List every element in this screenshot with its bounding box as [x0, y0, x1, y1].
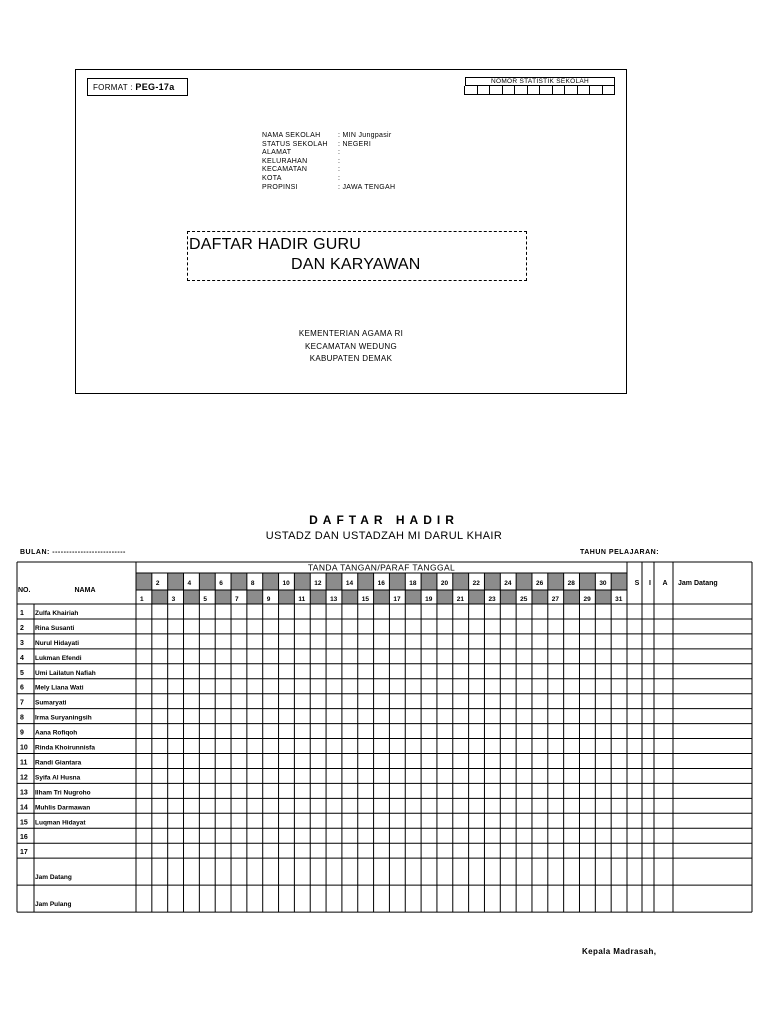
attendance-title: DAFTAR HADIR: [309, 513, 459, 527]
row-nama: Zulfa Khairiah: [35, 609, 79, 617]
header-no: NO.: [18, 587, 31, 594]
school-info-key: PROPINSI: [262, 183, 298, 191]
school-info-key: KECAMATAN: [262, 166, 308, 174]
row-number: 8: [20, 714, 24, 722]
day-number-even: 6: [219, 580, 223, 587]
shaded-day-cell: [310, 590, 326, 604]
day-number-even: 26: [535, 580, 544, 587]
shaded-day-cell: [500, 590, 516, 604]
school-info-value: : NEGERI: [338, 140, 372, 148]
bulan-label: BULAN: --------------------------: [20, 549, 126, 556]
shaded-day-cell: [532, 590, 548, 604]
shaded-day-cell: [564, 590, 580, 604]
row-number: 12: [20, 774, 28, 782]
day-number-even: 22: [472, 580, 480, 587]
row-number: 13: [20, 789, 28, 797]
shaded-day-cell: [358, 573, 374, 590]
day-number-even: 18: [409, 580, 417, 587]
day-number-odd: 31: [615, 596, 623, 603]
school-info-value: :: [338, 166, 341, 174]
day-number-odd: 25: [520, 596, 528, 603]
row-nama: Irma Suryaningsih: [35, 714, 92, 722]
day-number-odd: 7: [235, 596, 239, 603]
day-number-even: 20: [440, 580, 449, 587]
shaded-day-cell: [184, 590, 200, 604]
row-number: 14: [20, 804, 28, 812]
shaded-day-cell: [263, 573, 279, 590]
day-number-odd: 9: [266, 596, 271, 603]
header-i: I: [649, 580, 651, 587]
day-number-odd: 29: [583, 596, 591, 603]
row-nama: Luqman Hidayat: [35, 819, 86, 827]
day-number-odd: 1: [140, 596, 144, 603]
header-s: S: [634, 580, 640, 587]
header-nama: NAMA: [74, 587, 96, 594]
row-nama: Aana Rofiqoh: [35, 729, 78, 737]
row-number: 17: [20, 849, 28, 857]
day-number-even: 12: [314, 580, 322, 587]
school-info-key: KELURAHAN: [262, 157, 308, 165]
shaded-day-cell: [548, 573, 564, 590]
school-info-key: KOTA: [262, 174, 282, 182]
shaded-day-cell: [247, 590, 263, 604]
row-nama: Rina Susanti: [35, 624, 75, 632]
day-number-even: 10: [282, 580, 290, 587]
shaded-day-cell: [279, 590, 295, 604]
cover-footer-line: KABUPATEN DEMAK: [309, 354, 393, 363]
row-number: 7: [20, 699, 24, 707]
cover-footer-line: KECAMATAN WEDUNG: [304, 341, 398, 351]
shaded-day-cell: [484, 573, 500, 590]
school-info-value: : MIN Jungpasir: [338, 132, 392, 139]
row-number: 9: [20, 729, 24, 737]
school-info-key: STATUS SEKOLAH: [262, 140, 328, 148]
row-nama: Mely Liana Wati: [35, 684, 84, 692]
header-jam-datang: Jam Datang: [678, 580, 718, 587]
day-number-odd: 11: [298, 596, 306, 603]
attendance-subtitle: USTADZ DAN USTADZAH MI DARUL KHAIR: [265, 530, 503, 542]
day-number-even: 14: [345, 580, 354, 587]
school-info-value: :: [338, 174, 341, 182]
format-label: FORMAT :: [93, 83, 133, 92]
shaded-day-cell: [389, 573, 405, 590]
row-nama: Rinda Khoirunnisfa: [35, 744, 95, 752]
school-info-key: ALAMAT: [262, 149, 292, 157]
row-nama: Muhlis Darmawan: [35, 804, 91, 812]
format-code: PEG-17a: [135, 82, 175, 92]
row-number: 11: [20, 759, 28, 767]
row-number: 15: [20, 819, 28, 827]
day-number-odd: 19: [425, 596, 433, 603]
shaded-day-cell: [231, 573, 247, 590]
shaded-day-cell: [611, 573, 627, 590]
shaded-day-cell: [516, 573, 532, 590]
shaded-day-cell: [374, 590, 390, 604]
row-nama: Lukman Efendi: [35, 654, 82, 662]
shaded-day-cell: [326, 573, 342, 590]
row-number: 1: [20, 609, 24, 617]
day-number-even: 2: [155, 580, 160, 587]
row-number: 16: [20, 834, 28, 842]
day-number-even: 28: [567, 580, 575, 587]
kepala-madrasah-signature: Kepala Madrasah,: [582, 947, 657, 956]
day-number-even: 4: [187, 580, 192, 587]
row-number: 6: [20, 684, 24, 692]
day-number-odd: 5: [203, 596, 207, 603]
shaded-day-cell: [579, 573, 595, 590]
shaded-day-cell: [152, 590, 168, 604]
tahun-pelajaran-label: TAHUN PELAJARAN:: [580, 549, 660, 556]
shaded-day-cell: [199, 573, 215, 590]
cover-title-line1: DAFTAR HADIR GURU: [189, 236, 361, 253]
row-nama: Nurul Hidayati: [35, 639, 80, 647]
row-nama: Sumaryati: [35, 699, 67, 707]
row-number: 3: [20, 639, 24, 647]
shaded-day-cell: [453, 573, 469, 590]
row-number: 10: [20, 744, 28, 752]
shaded-day-cell: [215, 590, 231, 604]
day-number-even: 8: [250, 580, 255, 587]
day-number-odd: 15: [361, 596, 369, 603]
shaded-day-cell: [342, 590, 358, 604]
row-nama: Umi Lailatun Nafiah: [35, 669, 96, 677]
row-nama: Syifa Al Husna: [35, 774, 81, 782]
day-number-odd: 17: [393, 596, 401, 603]
school-info-value: :: [338, 149, 341, 157]
school-info-value: : JAWA TENGAH: [338, 183, 396, 191]
shaded-day-cell: [168, 573, 184, 590]
cover-footer-line: KEMENTERIAN AGAMA RI: [298, 329, 404, 338]
header-a: A: [662, 580, 668, 587]
shaded-day-cell: [595, 590, 611, 604]
day-number-odd: 21: [456, 596, 465, 603]
footer-jam-pulang: Jam Pulang: [35, 901, 72, 909]
cover-title-line2: DAN KARYAWAN: [291, 256, 421, 273]
row-number: 2: [20, 624, 24, 632]
shaded-day-cell: [437, 590, 453, 604]
shaded-day-cell: [294, 573, 310, 590]
row-nama: Ilham Tri Nugroho: [35, 789, 91, 797]
shaded-day-cell: [405, 590, 421, 604]
nomor-statistik-label: NOMOR STATISTIK SEKOLAH: [465, 77, 615, 86]
day-number-odd: 3: [171, 596, 176, 603]
shaded-day-cell: [136, 573, 152, 590]
day-number-odd: 27: [551, 596, 560, 603]
day-number-odd: 23: [488, 596, 496, 603]
shaded-day-cell: [421, 573, 437, 590]
day-number-even: 24: [504, 580, 512, 587]
footer-jam-datang: Jam Datang: [35, 874, 72, 882]
school-info-value: :: [338, 157, 341, 165]
row-nama: Randi Giantara: [35, 759, 82, 767]
school-info-key: NAMA SEKOLAH: [262, 132, 321, 139]
row-number: 4: [20, 654, 24, 662]
header-tanda-tangan: TANDA TANGAN/PARAF TANGGAL: [307, 562, 456, 573]
day-number-even: 16: [377, 580, 385, 587]
shaded-day-cell: [469, 590, 485, 604]
row-number: 5: [20, 669, 24, 677]
day-number-odd: 13: [330, 596, 338, 603]
day-number-even: 30: [599, 580, 607, 587]
